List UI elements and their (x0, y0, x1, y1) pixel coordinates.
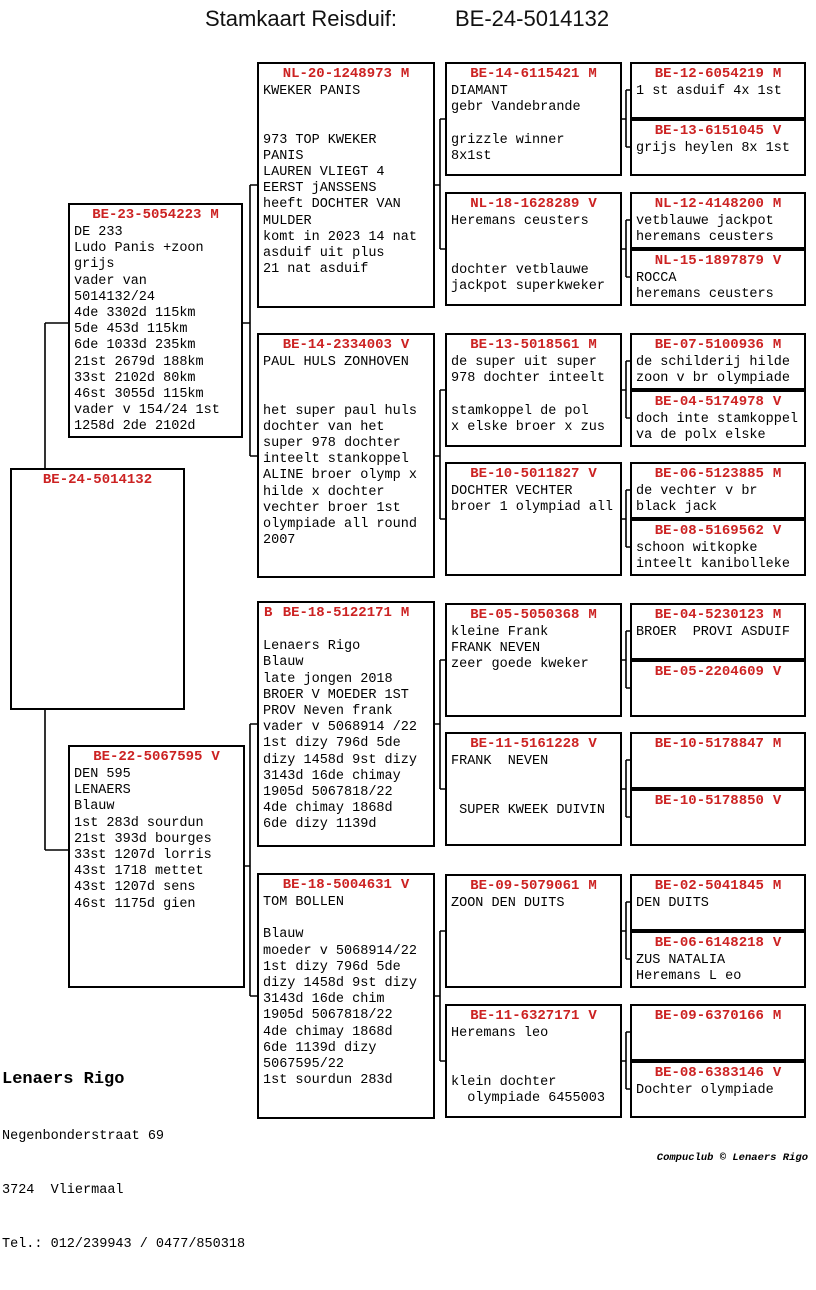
pedigree-notes (632, 140, 804, 157)
pedigree-notes (447, 753, 620, 819)
gg-grandparent-box-5 (630, 333, 806, 390)
pedigree-note-line (451, 770, 618, 786)
pedigree-notes (447, 483, 620, 516)
pedigree-notes (632, 83, 804, 100)
pedigree-note-line: dochter vetblauwe (451, 262, 589, 278)
pedigree-note-line: 978 dochter inteelt (451, 371, 605, 387)
gg-grandparent-box-10 (630, 660, 806, 717)
pedigree-note-line: asduif uit plus (263, 245, 385, 261)
pedigree-note-line: Blauw (263, 655, 304, 671)
pedigree-note-line: 5de 453d 115km (74, 322, 188, 338)
pedigree-note-line: Heremans leo (451, 1026, 549, 1041)
pedigree-note-line: DEN DUITS (636, 896, 709, 911)
pedigree-notes (632, 270, 804, 303)
great-grandparent-box-2 (445, 192, 622, 306)
pedigree-note-line: heremans ceusters (636, 230, 774, 246)
ring-header: BE-10-5178847 M (654, 736, 782, 752)
pedigree-note-line: stamkoppel de pol (451, 403, 589, 419)
pedigree-note-line (451, 786, 618, 802)
ring-header: BE-09-6370166 M (654, 1008, 782, 1024)
pedigree-note-line: 1905d 5067818/22 (263, 784, 393, 800)
pedigree-note-line: Blauw (74, 799, 115, 815)
pedigree-notes (259, 354, 433, 549)
gg-grandparent-box-7 (630, 462, 806, 519)
pedigree-note-line (451, 387, 618, 403)
ring-header: BE-06-5123885 M (654, 466, 782, 482)
pedigree-note-line: hilde x dochter (263, 484, 385, 500)
pedigree-note-line: 3143d 16de chimay (263, 768, 401, 784)
ring-header: BE-10-5011827 V (470, 466, 597, 482)
page-title (0, 4, 816, 36)
pedigree-note-line: FRANK NEVEN (451, 754, 549, 769)
ring-header: BE-09-5079061 M (470, 878, 597, 894)
pedigree-note-line: 1905d 5067818/22 (263, 1008, 393, 1024)
gg-grandparent-box-14 (630, 931, 806, 988)
pedigree-notes (632, 411, 804, 444)
pedigree-note-line: broer 1 olympiad all (451, 500, 614, 516)
pedigree-note-line (451, 1058, 618, 1074)
pedigree-note-line: PANIS (263, 148, 304, 164)
pedigree-note-line: de vechter v br (636, 484, 758, 499)
pedigree-note-line: 43st 1718 mettet (74, 864, 204, 880)
gg-grandparent-box-11 (630, 732, 806, 789)
pedigree-note-line: DE 233 (74, 225, 123, 240)
great-grandparent-box-8 (445, 1004, 622, 1118)
pedigree-note-line: 1st sourdun 283d (263, 1073, 393, 1089)
pedigree-notes (447, 895, 620, 912)
pedigree-note-line: late jongen 2018 (263, 671, 393, 687)
pedigree-notes (632, 681, 804, 682)
gg-grandparent-box-1 (630, 62, 806, 119)
pedigree-note-line: 4de 3302d 115km (74, 305, 196, 321)
pedigree-note-line (451, 246, 618, 262)
ring-header: BE-13-6151045 V (654, 123, 782, 139)
pedigree-note-line: ZOON DEN DUITS (451, 896, 565, 911)
dam-box (68, 745, 245, 988)
pedigree-note-line: Lenaers Rigo (263, 639, 361, 655)
ring-header: BE-04-5174978 V (654, 394, 782, 410)
pedigree-notes (632, 1025, 804, 1026)
pedigree-notes (447, 1025, 620, 1107)
pedigree-note-line: DOCHTER VECHTER (451, 484, 573, 499)
pedigree-note-line: Heremans L eo (636, 969, 742, 985)
pedigree-note-line: 8x1st (451, 148, 492, 164)
pedigree-note-line: 4de chimay 1868d (263, 1024, 393, 1040)
pedigree-note-line: 6de dizy 1139d (263, 817, 377, 833)
pedigree-note-line: zeer goede kweker (451, 657, 589, 673)
pedigree-notes (259, 83, 433, 278)
pedigree-note-line: 5067595/22 (263, 1056, 345, 1072)
ring-header: BE-05-5050368 M (470, 607, 597, 623)
pedigree-note-line: kleine Frank (451, 625, 549, 640)
pedigree-note-line: 46st 1175d gien (74, 896, 196, 912)
pedigree-notes (259, 894, 433, 1089)
pedigree-note-line (263, 911, 431, 927)
ring-header: BE-10-5178850 V (654, 793, 782, 809)
great-grandparent-box-4 (445, 462, 622, 576)
ring-header: NL-18-1628289 V (470, 196, 597, 212)
pedigree-note-line: 1st dizy 796d 5de (263, 736, 401, 752)
grandparent-box-1 (257, 62, 435, 308)
pedigree-note-line: vader v 154/24 1st (74, 403, 220, 419)
pedigree-note-line: PAUL HULS ZONHOVEN (263, 355, 409, 370)
pedigree-note-line: ROCCA (636, 271, 677, 286)
pedigree-note-line: MULDER (263, 213, 312, 229)
pedigree-notes (632, 624, 804, 641)
gg-grandparent-box-9 (630, 603, 806, 660)
ring-header: BE-24-5014132 (42, 472, 153, 488)
pedigree-notes (259, 622, 433, 833)
ring-header: NL-20-1248973 M (282, 66, 410, 82)
pedigree-note-line: Heremans ceusters (451, 214, 589, 229)
owner-info (2, 1032, 245, 1290)
owner-phone: Tel.: 012/239943 / 0477/850318 (2, 1237, 246, 1252)
ring-header: NL-15-1897879 V (654, 253, 782, 269)
owner-city: 3724 Vliermaal (2, 1183, 124, 1198)
pedigree-note-line: dochter van het (263, 419, 385, 435)
great-grandparent-box-1 (445, 62, 622, 176)
pedigree-note-line (451, 230, 618, 246)
grandparent-box-4 (257, 873, 435, 1119)
pedigree-note-line: KWEKER PANIS (263, 84, 361, 99)
pedigree-note-line: inteelt kanibolleke (636, 557, 790, 573)
pedigree-note-line: Ludo Panis +zoon (74, 241, 204, 257)
pedigree-note-line: x elske broer x zus (451, 419, 605, 435)
pedigree-note-line: 46st 3055d 115km (74, 386, 204, 402)
pedigree-note-line: 1st dizy 796d 5de (263, 959, 401, 975)
pedigree-note-line: 43st 1207d sens (74, 880, 196, 896)
pedigree-note-line: dizy 1458d 9st dizy (263, 975, 417, 991)
gg-grandparent-box-13 (630, 874, 806, 931)
pedigree-note-line: zoon v br olympiade (636, 371, 790, 387)
pedigree-note-line: komt in 2023 14 nat (263, 229, 417, 245)
gg-grandparent-box-12 (630, 789, 806, 846)
pedigree-note-line: 2007 (263, 533, 296, 549)
ring-header: NL-12-4148200 M (654, 196, 782, 212)
pedigree-note-line: 21st 393d bourges (74, 831, 212, 847)
great-grandparent-box-7 (445, 874, 622, 988)
pedigree-note-line: 1st 283d sourdun (74, 815, 204, 831)
pedigree-note-line: DEN 595 (74, 767, 131, 782)
gg-grandparent-box-15 (630, 1004, 806, 1061)
pedigree-note-line (263, 623, 431, 639)
ring-header: B BE-18-5122171 M (264, 605, 410, 621)
pedigree-note-line: BROER V MOEDER 1ST (263, 687, 409, 703)
pedigree-note-line: 4de chimay 1868d (263, 801, 393, 817)
ring-header: BE-02-5041845 M (654, 878, 782, 894)
pedigree-note-line (263, 116, 431, 132)
pedigree-note-line: heeft DOCHTER VAN (263, 197, 401, 213)
pedigree-note-line: vader van (74, 273, 147, 289)
pedigree-note-line: black jack (636, 500, 718, 516)
pedigree-notes (447, 213, 620, 295)
pedigree-note-line (263, 387, 431, 403)
pedigree-note-line: SUPER KWEEK DUIVIN (451, 802, 605, 818)
pedigree-note-line: vetblauwe jackpot (636, 214, 774, 229)
pedigree-notes (70, 766, 243, 913)
ring-header: BE-04-5230123 M (654, 607, 782, 623)
pedigree-note-line (263, 371, 431, 387)
pedigree-note-line: LAUREN VLIEGT 4 (263, 164, 385, 180)
pedigree-notes (632, 810, 804, 811)
ring-header: BE-08-5169562 V (654, 523, 782, 539)
pedigree-note-line: jackpot superkweker (451, 278, 605, 294)
pedigree-note-line: 33st 2102d 80km (74, 370, 196, 386)
great-grandparent-box-6 (445, 732, 622, 846)
compuclub-credit: Compuclub © Lenaers Rigo (656, 1152, 808, 1164)
pedigree-note-line: olympiade all round (263, 516, 417, 532)
ring-header: BE-14-2334003 V (282, 337, 410, 353)
pedigree-note-line: 973 TOP KWEKER (263, 132, 377, 148)
pedigree-notes (632, 753, 804, 754)
pedigree-note-line: 5014132/24 (74, 289, 156, 305)
pedigree-note-line: Blauw (263, 927, 304, 943)
pedigree-notes (632, 1082, 804, 1099)
pedigree-note-line: de schilderij hilde (636, 355, 790, 370)
pedigree-notes (632, 213, 804, 246)
pedigree-note-line: va de polx elske (636, 428, 766, 444)
pedigree-note-line: EERST jANSSENS (263, 181, 377, 197)
ring-header: BE-06-6148218 V (654, 935, 782, 951)
grandparent-box-2 (257, 333, 435, 578)
pedigree-notes (447, 354, 620, 436)
sire-box (68, 203, 243, 438)
pedigree-note-line: 21 nat asduif (263, 262, 369, 278)
pedigree-note-line: schoon witkopke (636, 541, 758, 556)
pedigree-note-line: 6de 1139d dizy (263, 1040, 377, 1056)
pedigree-note-line: ALINE broer olymp x (263, 468, 417, 484)
pedigree-note-line: vader v 5068914 /22 (263, 720, 417, 736)
pedigree-note-line: gebr Vandebrande (451, 100, 581, 116)
title-label: Stamkaart Reisduif: (205, 6, 397, 31)
gg-grandparent-box-6 (630, 390, 806, 447)
pedigree-notes (632, 540, 804, 573)
pedigree-notes (632, 952, 804, 985)
pedigree-note-line: het super paul huls (263, 403, 417, 419)
pedigree-note-line: grijs (74, 257, 115, 273)
pedigree-note-line: vechter broer 1st (263, 500, 401, 516)
pedigree-note-line: DIAMANT (451, 84, 508, 99)
ring-header: BE-23-5054223 M (92, 207, 219, 223)
pedigree-note-line: 6de 1033d 235km (74, 338, 196, 354)
pedigree-note-line: olympiade 6455003 (451, 1090, 605, 1106)
pedigree-note-line: Dochter olympiade (636, 1083, 774, 1098)
gg-grandparent-box-4 (630, 249, 806, 306)
pedigree-notes (632, 354, 804, 387)
ring-header: BE-05-2204609 V (654, 664, 782, 680)
pedigree-note-line: 33st 1207d lorris (74, 847, 212, 863)
grandparent-box-3 (257, 601, 435, 847)
title-ring-number: BE-24-5014132 (455, 6, 610, 31)
ring-header: BE-11-5161228 V (470, 736, 597, 752)
pedigree-note-line: doch inte stamkoppel (636, 412, 799, 427)
gg-grandparent-box-16 (630, 1061, 806, 1118)
pedigree-note-line: 1258d 2de 2102d (74, 419, 196, 435)
pedigree-notes (632, 483, 804, 516)
ring-header: BE-11-6327171 V (470, 1008, 597, 1024)
owner-street: Negenbonderstraat 69 (2, 1129, 165, 1144)
subject-box (10, 468, 185, 710)
ring-header: BE-12-6054219 M (654, 66, 782, 82)
pedigree-note-line: klein dochter (451, 1074, 557, 1090)
pedigree-note-line: inteelt stankoppel (263, 452, 409, 468)
great-grandparent-box-5 (445, 603, 622, 717)
ring-header: BE-22-5067595 V (93, 749, 220, 765)
pedigree-note-line: ZUS NATALIA (636, 953, 726, 968)
gg-grandparent-box-3 (630, 192, 806, 249)
pedigree-notes (447, 624, 620, 674)
pedigree-note-line: LENAERS (74, 783, 131, 799)
gg-grandparent-box-2 (630, 119, 806, 176)
pedigree-note-line: super 978 dochter (263, 435, 401, 451)
owner-name: Lenaers Rigo (2, 1070, 125, 1089)
great-grandparent-box-3 (445, 333, 622, 447)
pedigree-note-line: dizy 1458d 9st dizy (263, 752, 417, 768)
pedigree-note-line: FRANK NEVEN (451, 641, 541, 657)
pedigree-note-line: de super uit super (451, 355, 597, 370)
ring-header: BE-14-6115421 M (470, 66, 597, 82)
ring-header: BE-07-5100936 M (654, 337, 782, 353)
gg-grandparent-box-8 (630, 519, 806, 576)
pedigree-note-line (263, 100, 431, 116)
pedigree-note-line: 1 st asduif 4x 1st (636, 84, 782, 99)
pedigree-note-line: grijs heylen 8x 1st (636, 141, 790, 156)
pedigree-note-line: PROV Neven frank (263, 703, 393, 719)
breed-prefix: B (264, 605, 273, 621)
pedigree-note-line (451, 1042, 618, 1058)
pedigree-note-line: TOM BOLLEN (263, 895, 345, 910)
ring-header: BE-13-5018561 M (470, 337, 597, 353)
pedigree-note-line: BROER PROVI ASDUIF (636, 625, 790, 640)
pedigree-note-line: heremans ceusters (636, 287, 774, 303)
pedigree-notes (447, 83, 620, 165)
ring-header: BE-18-5004631 V (282, 877, 410, 893)
pedigree-note-line: grizzle winner (451, 132, 565, 148)
pedigree-note-line: 3143d 16de chim (263, 992, 385, 1008)
pedigree-note-line: moeder v 5068914/22 (263, 943, 417, 959)
pedigree-notes (70, 224, 241, 435)
pedigree-note-line: 21st 2679d 188km (74, 354, 204, 370)
pedigree-notes (12, 489, 183, 490)
pedigree-note-line (451, 116, 618, 132)
ring-header: BE-08-6383146 V (654, 1065, 782, 1081)
pedigree-notes (632, 895, 804, 912)
